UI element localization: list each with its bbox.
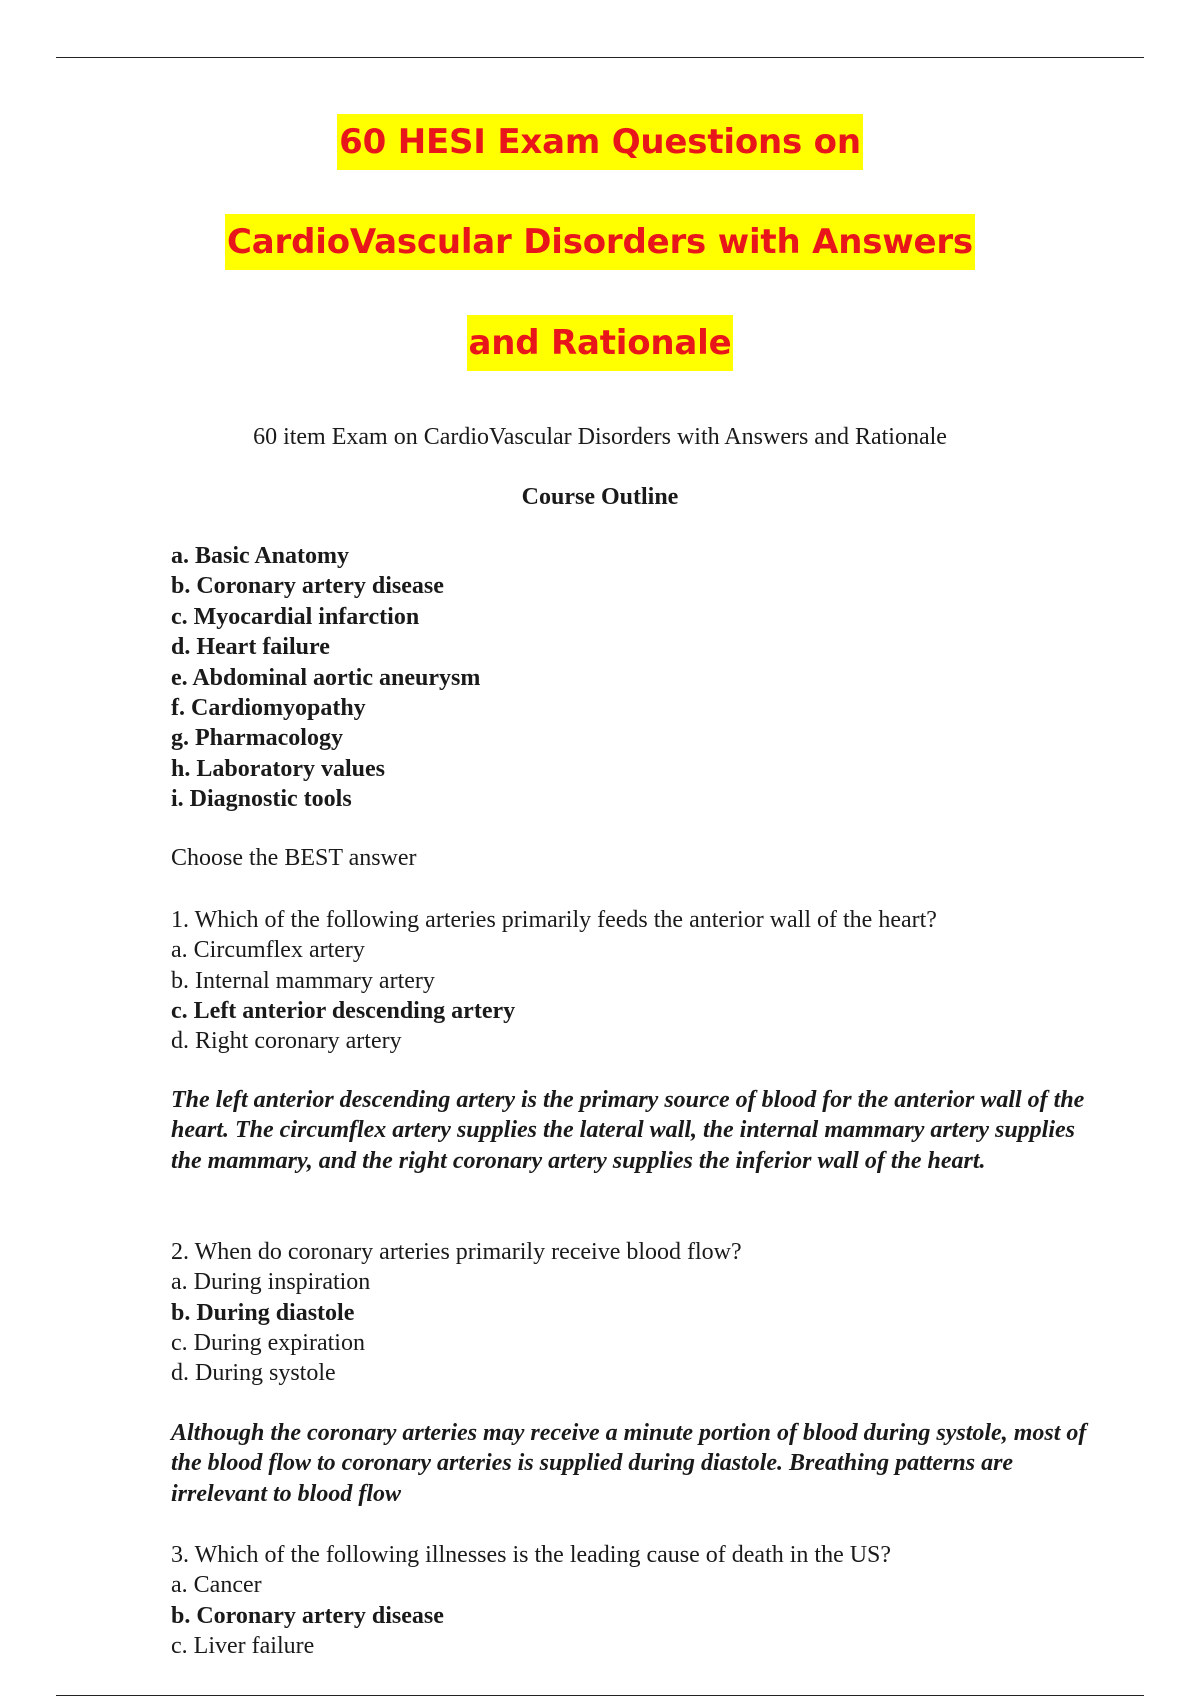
instructions: Choose the BEST answer (171, 845, 417, 871)
course-outline-list (171, 541, 480, 815)
correct-answer-option: b. During diastole (171, 1299, 355, 1326)
outline-item: c. Myocardial infarction (171, 603, 420, 630)
top-rule (56, 57, 1144, 58)
answer-option: c. Liver failure (171, 1632, 315, 1659)
question-text: 3. Which of the following illnesses is the leading cause of death in the US? (171, 1542, 892, 1568)
document-subtitle: 60 item Exam on CardioVascular Disorders with Answers and Rationale (253, 424, 947, 450)
outline-item: i. Diagnostic tools (171, 786, 352, 813)
document-title-line-3: and Rationale (0, 326, 1200, 360)
question-text: 2. When do coronary arteries primarily receive blood flow? (171, 1239, 742, 1265)
outline-item: b. Coronary artery disease (171, 573, 444, 600)
outline-item: a. Basic Anatomy (171, 543, 350, 569)
outline-item: f. Cardiomyopathy (171, 695, 366, 722)
answer-option: b. Internal mammary artery (171, 967, 435, 994)
correct-answer-option: c. Left anterior descending artery (171, 997, 516, 1024)
question-1 (171, 905, 937, 1056)
answer-option: d. During systole (171, 1360, 336, 1387)
rationale-2: Although the coronary arteries may receive a minute portion of blood during systole, most of the blood flow to coronary arteries is supplied during diastole. Breathing patterns are irrelevant to blood flow (171, 1420, 1087, 1507)
question-2 (171, 1237, 742, 1388)
rationale-1: The left anterior descending artery is the primary source of blood for the anterior wall of the heart. The circumflex artery supplies the lateral wall, the internal mammary artery supplies the mammary, and the right coronary artery supplies the inferior wall of the heart. (171, 1087, 1085, 1174)
question-text: 1. Which of the following arteries primarily feeds the anterior wall of the heart? (171, 907, 937, 933)
document-title-line-1: 60 HESI Exam Questions on (0, 125, 1200, 159)
answer-option: a. Circumflex artery (171, 937, 365, 964)
answer-option: a. During inspiration (171, 1269, 371, 1296)
document-title-line-2: CardioVascular Disorders with Answers (0, 225, 1200, 259)
course-outline-heading: Course Outline (521, 484, 679, 510)
answer-option: d. Right coronary artery (171, 1028, 402, 1055)
question-3 (171, 1540, 891, 1661)
answer-option: a. Cancer (171, 1572, 262, 1599)
outline-item: h. Laboratory values (171, 755, 386, 782)
outline-item: e. Abdominal aortic aneurysm (171, 664, 481, 691)
answer-option: c. During expiration (171, 1329, 365, 1356)
outline-item: d. Heart failure (171, 634, 330, 661)
bottom-rule (56, 1695, 1144, 1696)
outline-item: g. Pharmacology (171, 725, 343, 752)
correct-answer-option: b. Coronary artery disease (171, 1602, 444, 1629)
